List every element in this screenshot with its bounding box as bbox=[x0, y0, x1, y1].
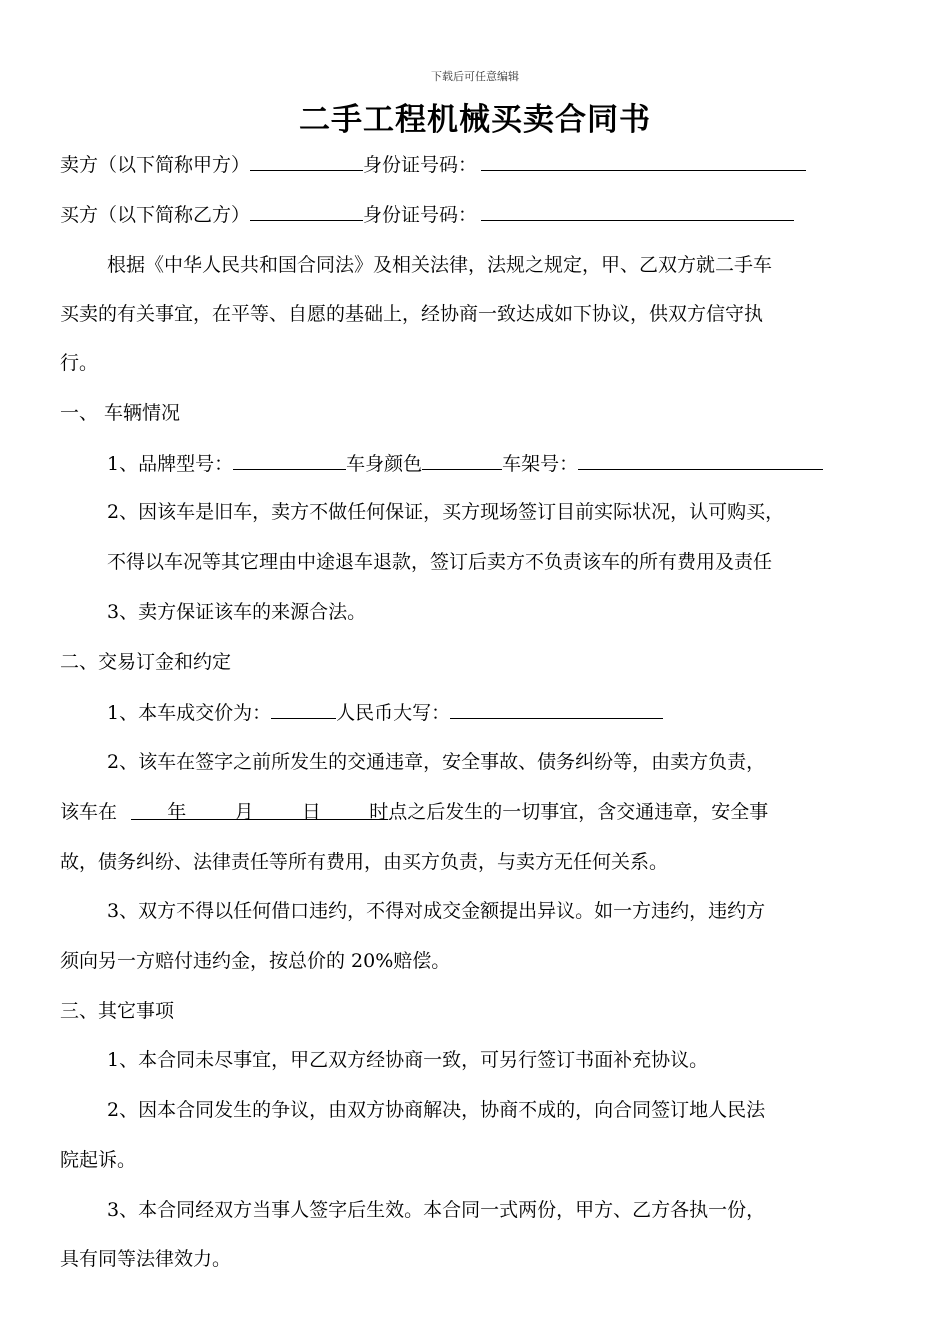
date-clause-line bbox=[60, 800, 768, 824]
section-heading: 一、 车辆情况 bbox=[60, 402, 181, 424]
vehicle-info-line bbox=[107, 451, 823, 476]
date-suffix: 点之后发生的一切事宜，含交通违章，安全事 bbox=[388, 801, 769, 823]
clause-line: 3、双方不得以任何借口违约，不得对成交金额提出异议。如一方违约，违约方 bbox=[107, 900, 766, 922]
clause-line: 不得以车况等其它理由中途退车退款，签订后卖方不负责该车的所有费用及责任 bbox=[107, 551, 773, 573]
section-heading: 三、其它事项 bbox=[60, 1000, 175, 1022]
section-heading: 二、交易订金和约定 bbox=[60, 651, 232, 673]
buyer-id-label: 身份证号码： bbox=[363, 204, 478, 226]
seller-line bbox=[60, 152, 806, 177]
buyer-label: 买方（以下简称乙方） bbox=[60, 204, 251, 226]
color-blank[interactable] bbox=[422, 451, 502, 470]
brand-label: 1、品牌型号： bbox=[107, 453, 234, 475]
price-upper-label: 人民币大写： bbox=[336, 702, 451, 724]
price-blank[interactable] bbox=[271, 700, 336, 719]
date-field[interactable]: 年 月 日 时 bbox=[131, 801, 389, 823]
buyer-id-blank[interactable] bbox=[481, 202, 794, 221]
preamble-line: 根据《中华人民共和国合同法》及相关法律，法规之规定，甲、乙双方就二手车 bbox=[107, 254, 773, 276]
price-upper-blank[interactable] bbox=[450, 700, 663, 719]
date-prefix: 该车在 bbox=[60, 801, 118, 823]
clause-line: 3、本合同经双方当事人签字后生效。本合同一式两份，甲方、乙方各执一份， bbox=[107, 1199, 766, 1221]
clause-line: 3、卖方保证该车的来源合法。 bbox=[107, 601, 367, 623]
document-title: 二手工程机械买卖合同书 bbox=[299, 102, 651, 138]
clause-line: 院起诉。 bbox=[60, 1149, 137, 1171]
seller-id-label: 身份证号码： bbox=[363, 154, 478, 176]
clause-line: 故，债务纠纷、法律责任等所有费用，由买方负责，与卖方无任何关系。 bbox=[60, 851, 669, 873]
price-line bbox=[107, 700, 663, 725]
seller-label: 卖方（以下简称甲方） bbox=[60, 154, 251, 176]
clause-line: 2、该车在签字之前所发生的交通违章，安全事故、债务纠纷等，由卖方负责， bbox=[107, 751, 766, 773]
seller-id-blank[interactable] bbox=[481, 152, 806, 171]
clause-line: 2、因该车是旧车，卖方不做任何保证，买方现场签订目前实际状况，认可购买， bbox=[107, 501, 785, 523]
frame-label: 车架号： bbox=[502, 453, 579, 475]
clause-line: 具有同等法律效力。 bbox=[60, 1248, 232, 1270]
buyer-line bbox=[60, 202, 794, 227]
price-label: 1、本车成交价为： bbox=[107, 702, 272, 724]
frame-blank[interactable] bbox=[578, 451, 823, 470]
preamble-line: 买卖的有关事宜，在平等、自愿的基础上，经协商一致达成如下协议，供双方信守执 bbox=[60, 303, 764, 325]
clause-line: 须向另一方赔付违约金，按总价的 20%赔偿。 bbox=[60, 950, 451, 972]
header-note: 下载后可任意编辑 bbox=[431, 70, 519, 83]
brand-blank[interactable] bbox=[233, 451, 346, 470]
clause-line: 2、因本合同发生的争议，由双方协商解决，协商不成的，向合同签订地人民法 bbox=[107, 1099, 766, 1121]
seller-name-blank[interactable] bbox=[250, 152, 363, 171]
clause-line: 1、本合同未尽事宜，甲乙双方经协商一致，可另行签订书面补充协议。 bbox=[107, 1049, 709, 1071]
preamble-line: 行。 bbox=[60, 352, 99, 374]
buyer-name-blank[interactable] bbox=[250, 202, 363, 221]
color-label: 车身颜色 bbox=[346, 453, 423, 475]
